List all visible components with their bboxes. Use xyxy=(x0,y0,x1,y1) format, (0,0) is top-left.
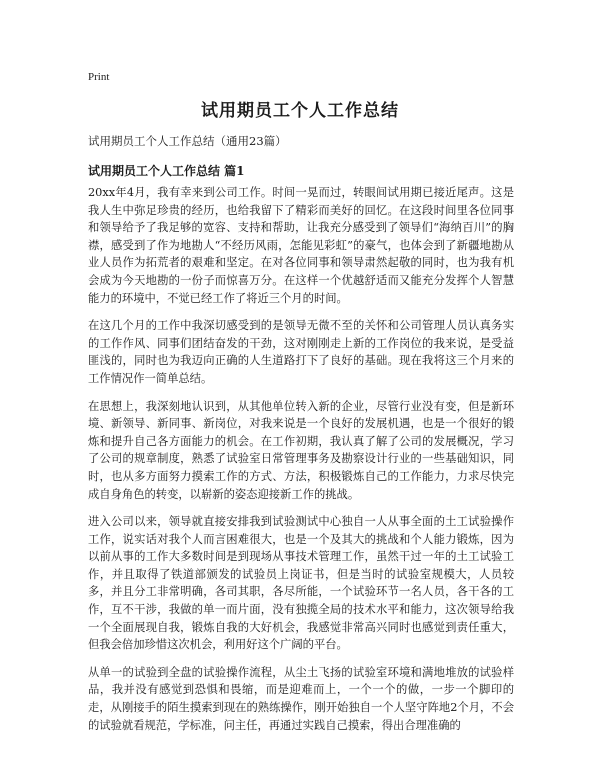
document-subtitle: 试用期员工个人工作总结（通用23篇） xyxy=(88,134,287,148)
paragraph-3: 在思想上，我深刻地认识到，从其他单位转入新的企业，尽管行业没有变，但是新环境、新领导、新同事、新岗位，对我来说是一个良好的发展机遇，也是一个很好的锻炼和提升自己各方面能力的机会。在工作初期，我认真了解了公司的发展概况，学习了公司的规章制度，熟悉了试验室日常管理事务及勘察设计行业的一些基础知识，同时，也从多方面努力摸索工作的方式、方法，积极锻炼自己的工作能力，力求尽快完成自身角色的转变，以崭新的姿态迎接新工作的挑战。 xyxy=(88,399,514,501)
paragraph-1: 20xx年4月，我有幸来到公司工作。时间一晃而过，转眼间试用期已接近尾声。这是我人生中弥足珍贵的经历，也给我留下了精彩而美好的回忆。在这段时间里各位同事和领导给予了我足够的宽容、支持和帮助，让我充分感受到了领导们“海纳百川”的胸襟，感受到了作为地勘人“不经历风雨，怎能见彩虹”的豪气，也体会到了新疆地勘从业人员作为拓荒者的艰难和坚定。在对各位同事和领导肃然起敬的同时，也为我有机会成为今天地勘的一份子而惊喜万分。在这样一个优越舒适而又能充分发挥个人智慧能力的环境中，不觉已经工作了将近三个月的时间。 xyxy=(88,186,514,305)
section-body xyxy=(88,184,514,744)
document-title: 试用期员工个人工作总结 xyxy=(201,101,399,121)
paragraph-4: 进入公司以来，领导就直接安排我到试验测试中心独自一人从事全面的土工试验操作工作，说实话对我个人而言困难很大，也是一个及其大的挑战和个人能力锻炼，因为以前从事的工作大多数时间是到现场从事技术管理工作，虽然干过一年的土工试验工作，并且取得了铁道部颁发的试验员上岗证书，但是当时的试验室规模大，人员较多，并且分工非常明确，各司其职，各尽所能，一个试验环节一名人员，各干各的工作，互不干涉，我做的单一而片面，没有独揽全局的技术水平和能力，这次领导给我一个全面展现自我，锻炼自我的大好机会，我感觉非常高兴同时也感觉到责任重大，但我会倍加珍惜这次机会，利用好这个广阔的平台。 xyxy=(88,515,514,652)
section-heading: 试用期员工个人工作总结 篇1 xyxy=(88,164,245,178)
paragraph-5: 从单一的试验到全盘的试验操作流程，从尘土飞扬的试验室环境和满地堆放的试验样品，我并没有感觉到恐惧和畏缩，而是迎难而上，一个一个的做，一步一个脚印的走，从刚接手的陌生摸索到现在的熟练操作，刚开始独自一个人坚守阵地2个月，不会的试验就看规范，学标准，问主任，再通过实践自己摸索，得出合理准确的 xyxy=(88,665,514,732)
print-link[interactable]: Print xyxy=(88,71,110,83)
paragraph-2: 在这几个月的工作中我深切感受到的是领导无微不至的关怀和公司管理人员认真务实的工作作风、同事们团结奋发的干劲，这对刚刚走上新的工作岗位的我来说，是受益匪浅的，同时也为我迈向正确的人生道路打下了良好的基础。现在我将这三个月来的工作情况作一简单总结。 xyxy=(88,319,514,385)
